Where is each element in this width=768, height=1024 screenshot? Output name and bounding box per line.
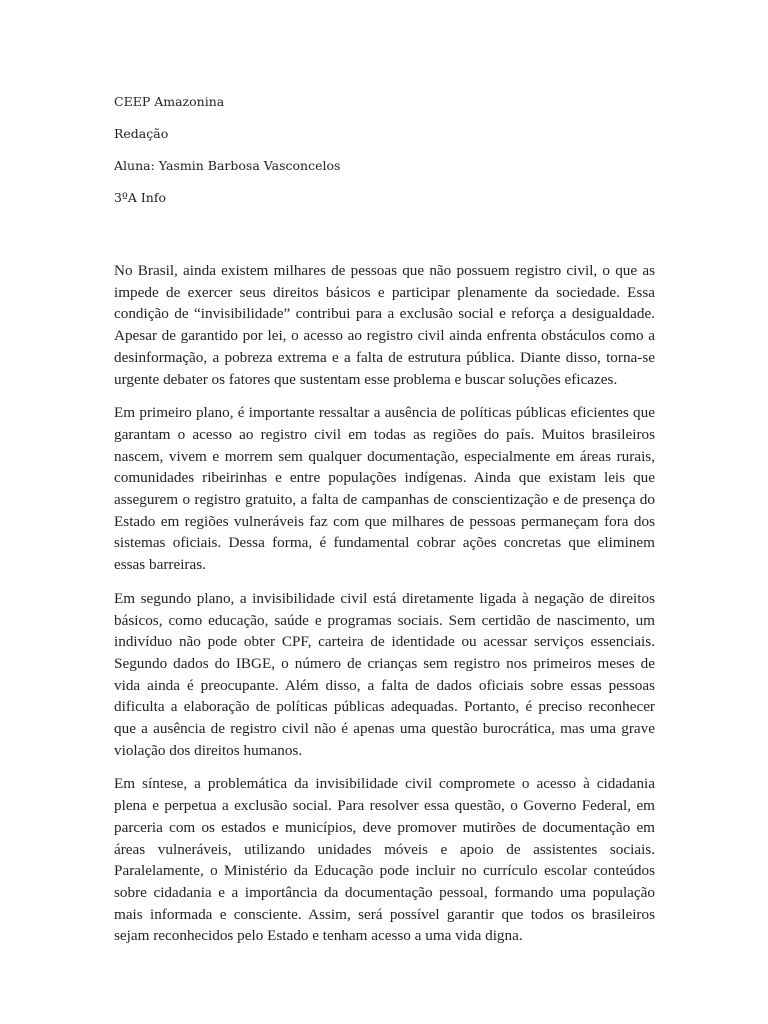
essay-paragraph-conclusion: Em síntese, a problemática da invisibilidade civil compromete o acesso à cidadania plena e perpetua a exclusão social. Para resolver essa questão, o Governo Federal, em parceria com os estados e municípios, deve promover mutirões de documentação em áreas vulneráveis, utilizando unidades móveis e apoio de assistentes sociais. Paralelamente, o Ministério da Educação pode incluir no currículo escolar conteúdos sobre cidadania e a importância da documentação pessoal, formando uma população mais informada e consciente. Assim, será possível garantir que todos os brasileiros sejam reconhecidos pelo Estado e tenham acesso a uma vida digna. (114, 775, 655, 945)
essay-paragraph-development-1: Em primeiro plano, é importante ressaltar a ausência de políticas públicas eficientes que garantam o acesso ao registro civil em todas as regiões do país. Muitos brasileiros nascem, vivem e morrem sem qualquer documentação, especialmente em áreas rurais, comunidades ribeirinhas e entre populações indígenas. Ainda que existam leis que assegurem o registro gratuito, a falta de campanhas de conscientização e de presença do Estado em regiões vulneráveis faz com que milhares de pessoas permaneçam fora dos sistemas oficiais. Dessa forma, é fundamental cobrar ações concretas que eliminem essas barreiras. (114, 404, 655, 574)
document-page (114, 92, 655, 959)
class-label: 3ºA Info (114, 190, 166, 205)
essay-body (114, 260, 655, 947)
essay-paragraph-development-2: Em segundo plano, a invisibilidade civil está diretamente ligada à negação de direitos básicos, como educação, saúde e programas sociais. Sem certidão de nascimento, um indivíduo não pode obter CPF, carteira de identidade ou acessar serviços essenciais. Segundo dados do IBGE, o número de crianças sem registro nos primeiros meses de vida ainda é preocupante. Além disso, a falta de dados oficiais sobre essas pessoas dificulta a elaboração de políticas públicas adequadas. Portanto, é preciso reconhecer que a ausência de registro civil não é apenas uma questão burocrática, mas uma grave violação dos direitos humanos. (114, 589, 655, 759)
school-name: CEEP Amazonina (114, 94, 225, 109)
student-name: Aluna: Yasmin Barbosa Vasconcelos (114, 158, 341, 173)
document-header (114, 92, 655, 208)
subject-label: Redação (114, 126, 169, 141)
essay-paragraph-introduction: No Brasil, ainda existem milhares de pessoas que não possuem registro civil, o que as impede de exercer seus direitos básicos e participar plenamente da sociedade. Essa condição de “invisibilidade” contribui para a exclusão social e reforça a desigualdade. Apesar de garantido por lei, o acesso ao registro civil ainda enfrenta obstáculos como a desinformação, a pobreza extrema e a falta de estrutura pública. Diante disso, torna-se urgente debater os fatores que sustentam esse problema e buscar soluções eficazes. (114, 262, 655, 388)
